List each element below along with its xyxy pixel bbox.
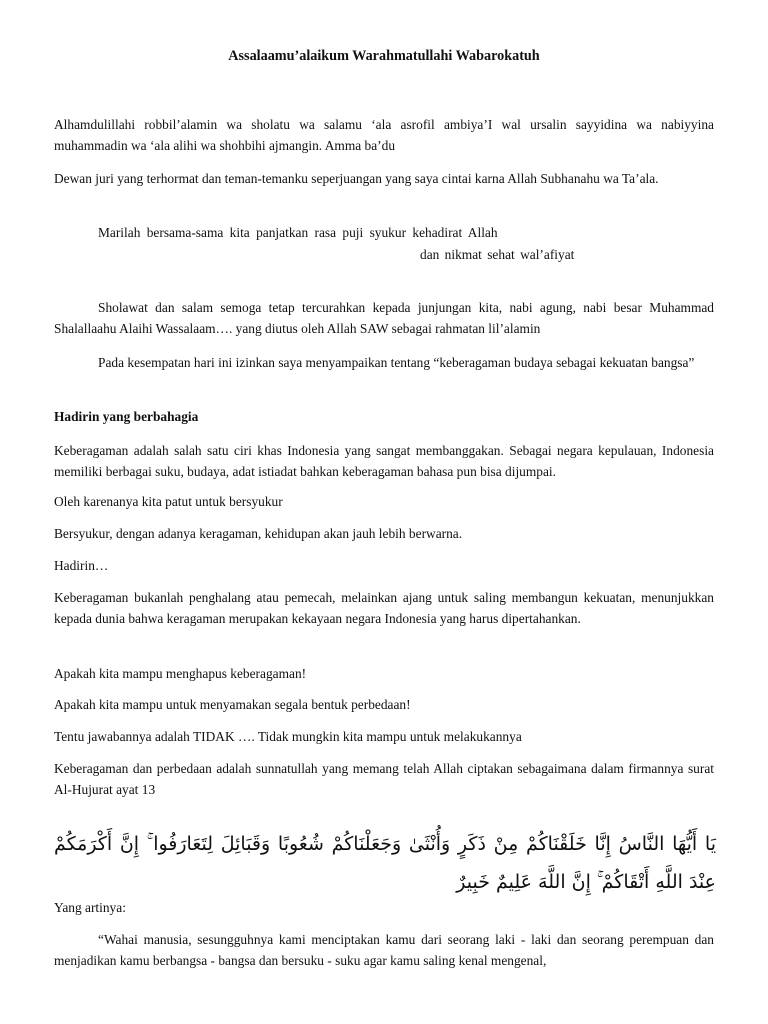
paragraph-diversity-intro: Keberagaman adalah salah satu ciri khas Indonesia yang sangat membanggakan. Sebagai negara kepulauan, Indonesia memiliki berbagai suku, budaya, adat istiadat bahkan keberagaman bahasa pun bisa dijumpai. (54, 443, 714, 479)
section-heading: Hadirin yang berbahagia (54, 409, 199, 424)
document-title: Assalaamu’alaikum Warahmatullahi Wabarokatuh (228, 48, 540, 64)
paragraph-meaning-label: Yang artinya: (54, 900, 126, 915)
paragraph-gratitude-line1: Marilah bersama-sama kita panjatkan rasa puji syukur kehadirat Allah (98, 225, 498, 240)
document-page (54, 0, 714, 1024)
paragraph-answer: Tentu jawabannya adalah TIDAK …. Tidak mungkin kita mampu untuk melakukannya (54, 729, 522, 744)
paragraph-gratitude-line2: dan nikmat sehat wal’afiyat (420, 247, 575, 262)
paragraph-question-2: Apakah kita mampu untuk menyamakan segala bentuk perbedaan! (54, 697, 411, 712)
paragraph-hadirin: Hadirin… (54, 558, 109, 573)
paragraph-colorful-life: Bersyukur, dengan adanya keragaman, kehidupan akan jauh lebih berwarna. (54, 526, 463, 541)
arabic-verse: يَا أَيُّهَا النَّاسُ إِنَّا خَلَقْنَاكُمْ مِنْ ذَكَرٍ وَأُنْثَىٰ وَجَعَلْنَاكُمْ شُعُوبًا وَقَبَائِلَ لِتَعَارَفُوا ۚ إِنَّ أَكْرَمَكُمْ عِنْدَ اللَّهِ أَتْقَاكُمْ ۚ إِنَّ اللَّهَ عَلِيمٌ خَبِيرٌ (54, 833, 716, 893)
paragraph-sunnatullah: Keberagaman dan perbedaan adalah sunnatullah yang memang telah Allah ciptakan sebagaimana dalam firmannya surat Al-Hujurat ayat 13 (54, 761, 714, 797)
paragraph-translation: “Wahai manusia, sesungguhnya kami menciptakan kamu dari seorang laki - laki dan seorang perempuan dan menjadikan kamu berbangsa - bangsa dan bersuku - suku agar kamu saling kenal mengenal, (54, 932, 714, 968)
paragraph-sholawat: Sholawat dan salam semoga tetap tercurahkan kepada junjungan kita, nabi agung, nabi besar Muhammad Shalallaahu Alaihi Wassalaam…. yang diutus oleh Allah SAW sebagai rahmatan lil’alamin (54, 300, 714, 336)
paragraph-topic-intro: Pada kesempatan hari ini izinkan saya menyampaikan tentang “keberagaman budaya sebagai kekuatan bangsa” (98, 355, 695, 370)
paragraph-greeting-jury: Dewan juri yang terhormat dan teman-temanku seperjuangan yang saya cintai karna Allah Subhanahu wa Ta’ala. (54, 171, 659, 186)
paragraph-diversity-strength: Keberagaman bukanlah penghalang atau pemecah, melainkan ajang untuk saling membangun kekuatan, menunjukkan kepada dunia bahwa keragaman merupakan kekayaan negara Indonesia yang harus dipertahankan. (54, 590, 714, 626)
paragraph-question-1: Apakah kita mampu menghapus keberagaman! (54, 666, 307, 681)
paragraph-grateful: Oleh karenanya kita patut untuk bersyukur (54, 494, 283, 509)
paragraph-opening-praise: Alhamdulillahi robbil’alamin wa sholatu wa salamu ‘ala asrofil ambiya’I wal ursalin sayyidina wa nabiyyina muhammadin wa ‘ala alihi wa shohbihi ajmangin. Amma ba’du (54, 117, 714, 153)
